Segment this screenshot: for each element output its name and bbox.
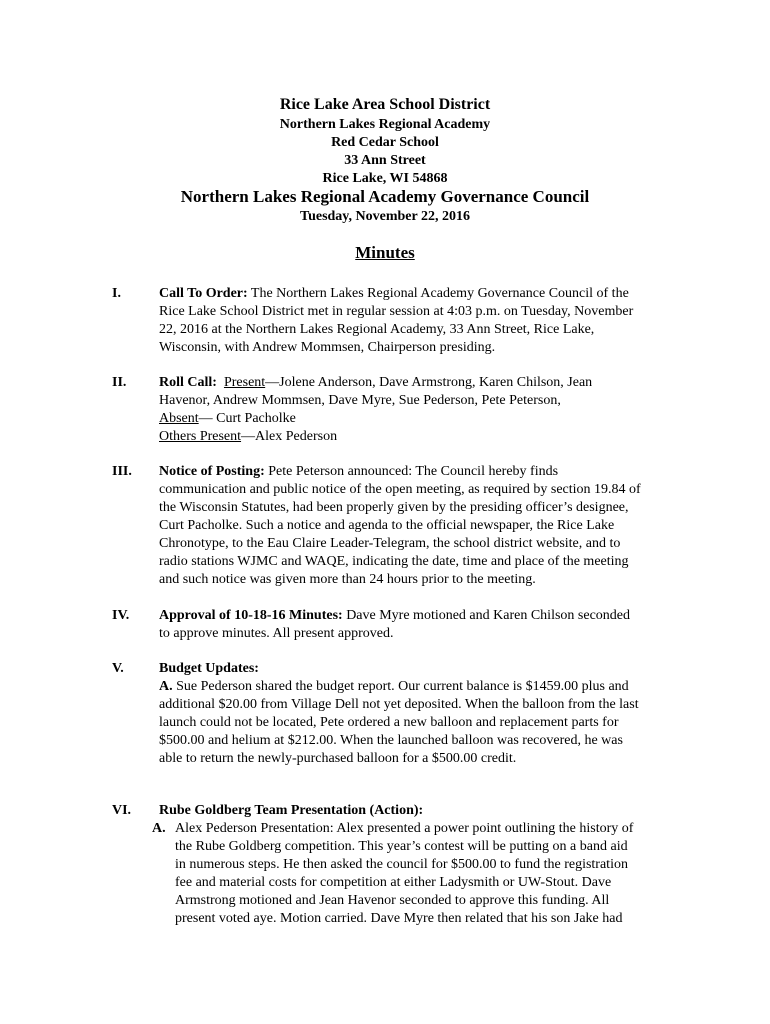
city-address: Rice Lake, WI 54868 — [322, 171, 448, 186]
school-name: Red Cedar School — [331, 135, 439, 150]
section-line: Wisconsin, with Andrew Mommsen, Chairperson presiding. — [159, 340, 496, 355]
section-body — [159, 463, 679, 589]
section-numeral: VI. — [112, 803, 132, 818]
section-text: Sue Pederson shared the budget report. Our current balance is $1459.00 plus and — [172, 679, 629, 694]
section-heading: Notice of Posting: — [159, 464, 265, 479]
section-line: communication and public notice of the open meeting, as required by section 19.84 of — [159, 482, 641, 497]
section-text: — Curt Pacholke — [198, 411, 296, 426]
section-line — [159, 428, 679, 446]
section-line: to approve minutes. All present approved. — [159, 626, 394, 641]
street-address: 33 Ann Street — [344, 153, 426, 168]
section-body — [159, 374, 679, 446]
section-line: the Rube Goldberg competition. This year’s contest will be putting on a band aid — [175, 839, 628, 854]
section-text: Pete Peterson announced: The Council hereby finds — [264, 464, 559, 479]
section-numeral: I. — [112, 286, 121, 301]
section-line: additional $20.00 from Village Dell not yet deposited. When the balloon from the last — [159, 697, 639, 712]
section-line: $500.00 and helium at $212.00. When the launched balloon was recovered, he was — [159, 733, 623, 748]
sub-item-label: A. — [152, 821, 166, 836]
section-body — [159, 802, 679, 820]
section-line: in numerous steps. He then asked the council for $500.00 to fund the registration — [175, 857, 628, 872]
sub-item-body — [175, 820, 680, 928]
district-title: Rice Lake Area School District — [279, 96, 491, 113]
section-body — [159, 285, 679, 357]
section-text: Dave Myre motioned and Karen Chilson seconded — [342, 608, 631, 623]
section-line: Curt Pacholke. Such a notice and agenda to the official newspaper, the Rice Lake — [159, 518, 615, 533]
present-label: Present — [223, 375, 266, 390]
section-line — [159, 374, 679, 392]
section-heading: Rube Goldberg Team Presentation (Action): — [159, 803, 424, 818]
section-line: and such notice was given more than 24 hours prior to the meeting. — [159, 572, 536, 587]
section-numeral: III. — [112, 464, 132, 479]
section-line — [159, 285, 679, 303]
section-line: Rice Lake School District met in regular session at 4:03 p.m. on Tuesday, November — [159, 304, 634, 319]
section-line — [159, 410, 679, 428]
section-line: Havenor, Andrew Mommsen, Dave Myre, Sue Pederson, Pete Peterson, — [159, 393, 561, 408]
section-text: The Northern Lakes Regional Academy Governance Council of the — [247, 286, 629, 301]
section-numeral: V. — [112, 661, 124, 676]
section-line: Armstrong motioned and Jean Havenor seconded to approve this funding. All — [175, 893, 610, 908]
section-text: —Alex Pederson — [241, 429, 338, 444]
section-line: 22, 2016 at the Northern Lakes Regional Academy, 33 Ann Street, Rice Lake, — [159, 322, 595, 337]
absent-label: Absent — [159, 411, 199, 426]
section-line: able to return the newly-purchased balloon for a $500.00 credit. — [159, 751, 517, 766]
section-line: Chronotype, to the Eau Claire Leader-Telegram, the school district website, and to — [159, 536, 621, 551]
section-line: the Wisconsin Statutes, had been properly given by the presiding officer’s designee, — [159, 500, 629, 515]
section-line: radio stations WJMC and WAQE, indicating the date, time and place of the meeting — [159, 554, 629, 569]
section-line — [159, 678, 679, 696]
academy-name: Northern Lakes Regional Academy — [279, 117, 491, 132]
section-heading: Approval of 10-18-16 Minutes: — [159, 608, 343, 623]
section-body — [159, 607, 679, 643]
section-heading: Roll Call: — [159, 375, 217, 390]
section-text: —Jolene Anderson, Dave Armstrong, Karen Chilson, Jean — [265, 375, 593, 390]
meeting-date: Tuesday, November 22, 2016 — [300, 209, 470, 224]
section-line: launch could not be located, Pete ordered a new balloon and replacement parts for — [159, 715, 619, 730]
section-line — [159, 607, 679, 625]
council-title: Northern Lakes Regional Academy Governance Council — [180, 187, 590, 206]
section-body — [159, 660, 679, 768]
section-numeral: II. — [112, 375, 127, 390]
section-line: present voted aye. Motion carried. Dave Myre then related that his son Jake had — [175, 911, 623, 926]
section-heading: Budget Updates: — [159, 661, 259, 676]
section-numeral: IV. — [112, 608, 130, 623]
sub-item-label: A. — [159, 679, 173, 694]
minutes-title: Minutes — [355, 243, 415, 262]
others-present-label: Others Present — [159, 429, 242, 444]
section-line: Alex Pederson Presentation: Alex presented a power point outlining the history of — [175, 821, 634, 836]
section-line: fee and material costs for competition at either Ladysmith or UW-Stout. Dave — [175, 875, 612, 890]
section-heading: Call To Order: — [159, 286, 248, 301]
section-line — [159, 463, 679, 481]
